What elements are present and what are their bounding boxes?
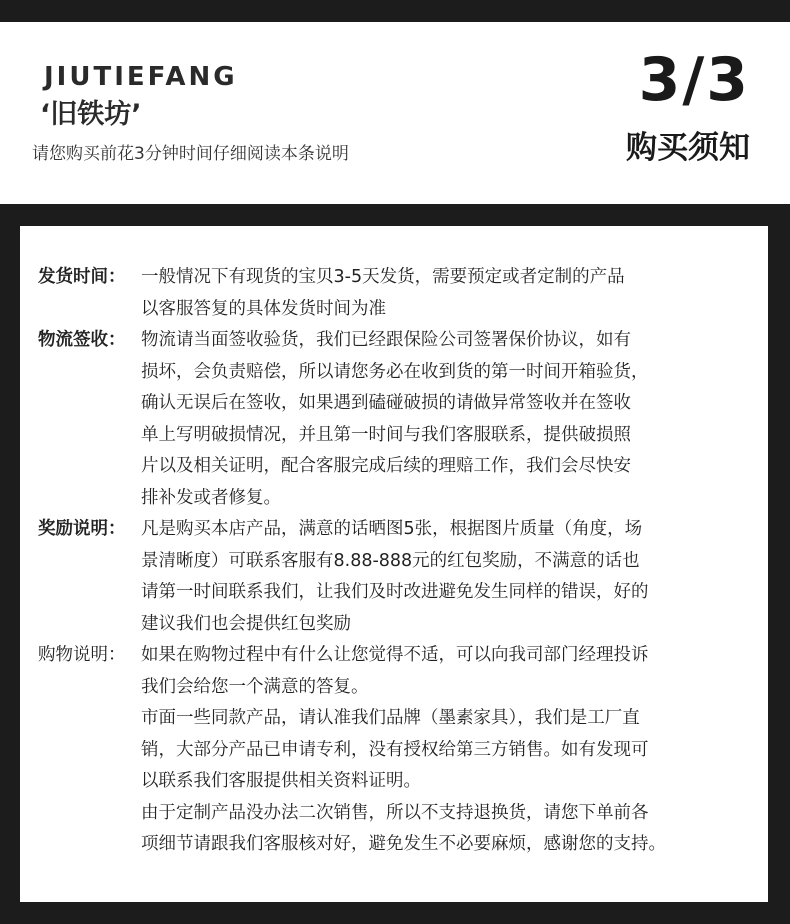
text-line: 我们会给您一个满意的答复。 bbox=[141, 676, 369, 697]
text-line: 单上写明破损情况，并且第一时间与我们客服联系，提供破损照 bbox=[141, 424, 631, 445]
section-label: 奖励说明： bbox=[38, 519, 126, 539]
section-logistics bbox=[38, 325, 762, 514]
text-line: 确认无误后在签收，如果遇到磕碰破损的请做异常签收并在签收 bbox=[141, 393, 631, 413]
text-line: 景清晰度）可联系客服有8.88-888元的红包奖励，不满意的话也 bbox=[141, 550, 640, 571]
text-line: 片以及相关证明，配合客服完成后续的理赔工作，我们会尽快安 bbox=[141, 456, 631, 476]
section-body bbox=[141, 262, 762, 325]
text-line: 一般情况下有现货的宝贝3-5天发货，需要预定或者定制的产品 bbox=[141, 267, 625, 287]
section-shopping bbox=[38, 640, 762, 861]
section-label: 发货时间： bbox=[38, 267, 126, 287]
text-line: 由于定制产品没办法二次销售，所以不支持退换货，请您下单前各 bbox=[141, 802, 649, 823]
top-band bbox=[0, 0, 790, 22]
section-body bbox=[141, 325, 762, 514]
header bbox=[0, 22, 790, 204]
text-line: 建议我们也会提供红包奖励 bbox=[141, 613, 351, 634]
section-body bbox=[141, 640, 762, 861]
text-line: 物流请当面签收验货，我们已经跟保险公司签署保价协议，如有 bbox=[141, 330, 631, 350]
text-line: 损坏，会负责赔偿，所以请您务必在收到货的第一时间开箱验货， bbox=[141, 361, 649, 382]
text-line: 市面一些同款产品，请认准我们品牌（墨素家具），我们是工厂直 bbox=[141, 708, 640, 728]
section-reward bbox=[38, 514, 762, 640]
section-label: 购物说明： bbox=[38, 645, 126, 665]
text-line: 请第一时间联系我们，让我们及时改进避免发生同样的错误，好的 bbox=[141, 582, 649, 602]
section-label: 物流签收： bbox=[38, 330, 126, 350]
notice-panel bbox=[20, 226, 768, 902]
text-line: 以联系我们客服提供相关资料证明。 bbox=[141, 771, 421, 791]
subtitle: 请您购买前花3分钟时间仔细阅读本条说明 bbox=[32, 144, 349, 164]
text-line: 项细节请跟我们客服核对好，避免发生不必要麻烦，感谢您的支持。 bbox=[141, 834, 666, 854]
text-line: 凡是购买本店产品，满意的话晒图5张，根据图片质量（角度，场 bbox=[141, 519, 643, 539]
brand-name-cn: ‘旧铁坊’ bbox=[40, 99, 142, 130]
page-number: 3/3 bbox=[638, 45, 750, 115]
section-body bbox=[141, 514, 762, 640]
section-shipping bbox=[38, 262, 762, 325]
text-line: 如果在购物过程中有什么让您觉得不适，可以向我司部门经理投诉 bbox=[141, 645, 649, 665]
text-line: 销，大部分产品已申请专利，没有授权给第三方销售。如有发现可 bbox=[141, 739, 649, 760]
notice-content bbox=[38, 262, 762, 861]
notice-title: 购买须知 bbox=[626, 130, 750, 166]
text-line: 以客服答复的具体发货时间为准 bbox=[141, 298, 386, 319]
brand-name-en: JIUTIEFANG bbox=[44, 62, 238, 92]
text-line: 排补发或者修复。 bbox=[141, 487, 281, 508]
